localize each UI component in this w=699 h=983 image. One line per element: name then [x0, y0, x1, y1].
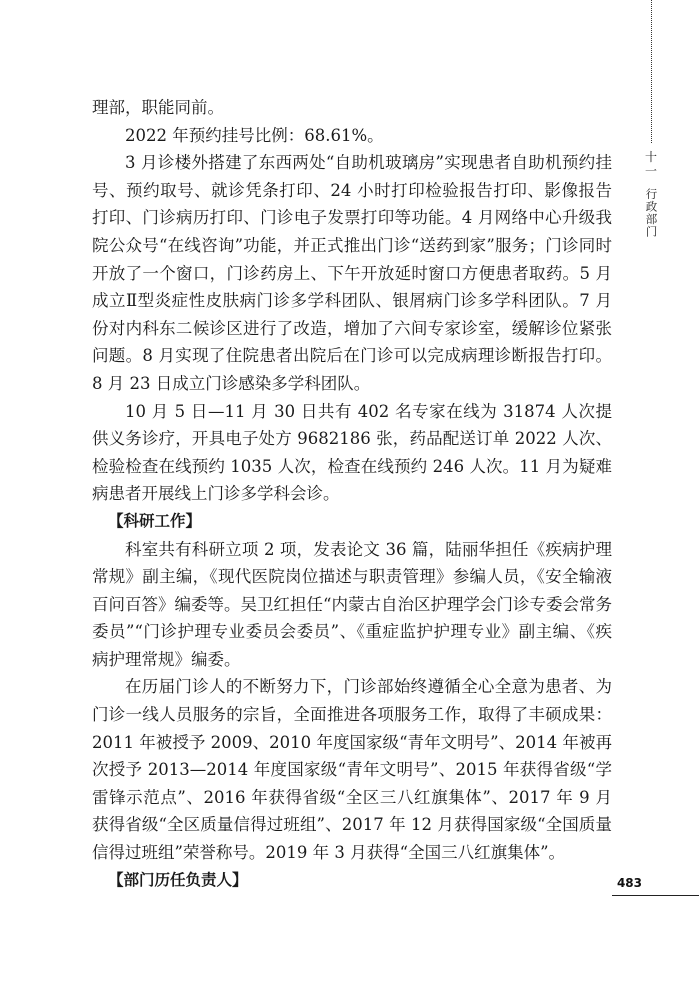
- paragraph-online-consultation: 10 月 5 日—11 月 30 日共有 402 名专家在线为 31874 人次提供义务诊疗，开具电子处方 9682186 张，药品配送订单 2022 人次、检验检查在线预约 1035 人次，检查在线预约 246 人次。11 月为疑难病患者开展线上门诊多学科会诊。: [92, 401, 612, 504]
- paragraph-self-service: 3 月诊楼外搭建了东西两处“自助机玻璃房”实现患者自助机预约挂号、预约取号、就诊凭条打印、24 小时打印检验报告打印、影像报告打印、门诊病历打印、门诊电子发票打印等功能。4 月网络中心升级我院公众号“在线咨询”功能，并正式推出门诊“送药到家”服务；门诊同时开放了一个窗口，门诊药房上、下午开放延时窗口方便患者取药。5 月成立Ⅱ型炎症性皮肤病门诊多学科团队、银屑病门诊多学科团队。7 月份对内科东二候诊区进行了改造，增加了六间专家诊室，缓解诊位紧张问题。8 月实现了住院患者出院后在门诊可以完成病理诊断报告打印。8 月 23 日成立门诊感染多学科团队。: [92, 153, 612, 393]
- paragraph-honors: 在历届门诊人的不断努力下，门诊部始终遵循全心全意为患者、为门诊一线人员服务的宗旨，全面推进各项服务工作，取得了丰硕成果：2011 年被授予 2009、2010 年度国家级“青年文明号”、2014 年被再次授予 2013—2014 年度国家级“青年文明号”、2015 年获得省级“学雷锋示范点”、2016 年获得省级“全区三八红旗集体”、2017 年 9 月获得省级“全区质量信得过班组”、2017 年 12 月获得国家级“全国质量信得过班组”荣誉称号。2019 年 3 月获得“全国三八红旗集体”。: [92, 677, 612, 863]
- body-text: [92, 94, 612, 894]
- chapter-name: 行政部门: [644, 188, 659, 238]
- section-heading-leaders: 【部门历任负责人】: [108, 870, 248, 889]
- paragraph-continued: 理部，职能同前。: [92, 98, 224, 117]
- paragraph-appointment-ratio: 2022 年预约挂号比例：68.61%。: [125, 125, 384, 145]
- paragraph-research: 科室共有科研立项 2 项，发表论文 36 篇，陆丽华担任《疾病护理常规》副主编，《现代医院岗位描述与职责管理》参编人员，《安全输液百问百答》编委等。吴卫红担任“内蒙古自治区护理学会门诊专委会常务委员”“门诊护理专业委员会委员”、《重症监护护理专业》副主编、《疾病护理常规》编委。: [92, 539, 612, 669]
- chapter-number: 十一: [644, 150, 657, 178]
- footer-rule: [612, 895, 699, 896]
- side-dotted-rule: [651, 0, 652, 143]
- section-heading-research: 【科研工作】: [108, 511, 202, 530]
- chapter-side-tab: [641, 150, 661, 238]
- page-number: 483: [616, 876, 642, 890]
